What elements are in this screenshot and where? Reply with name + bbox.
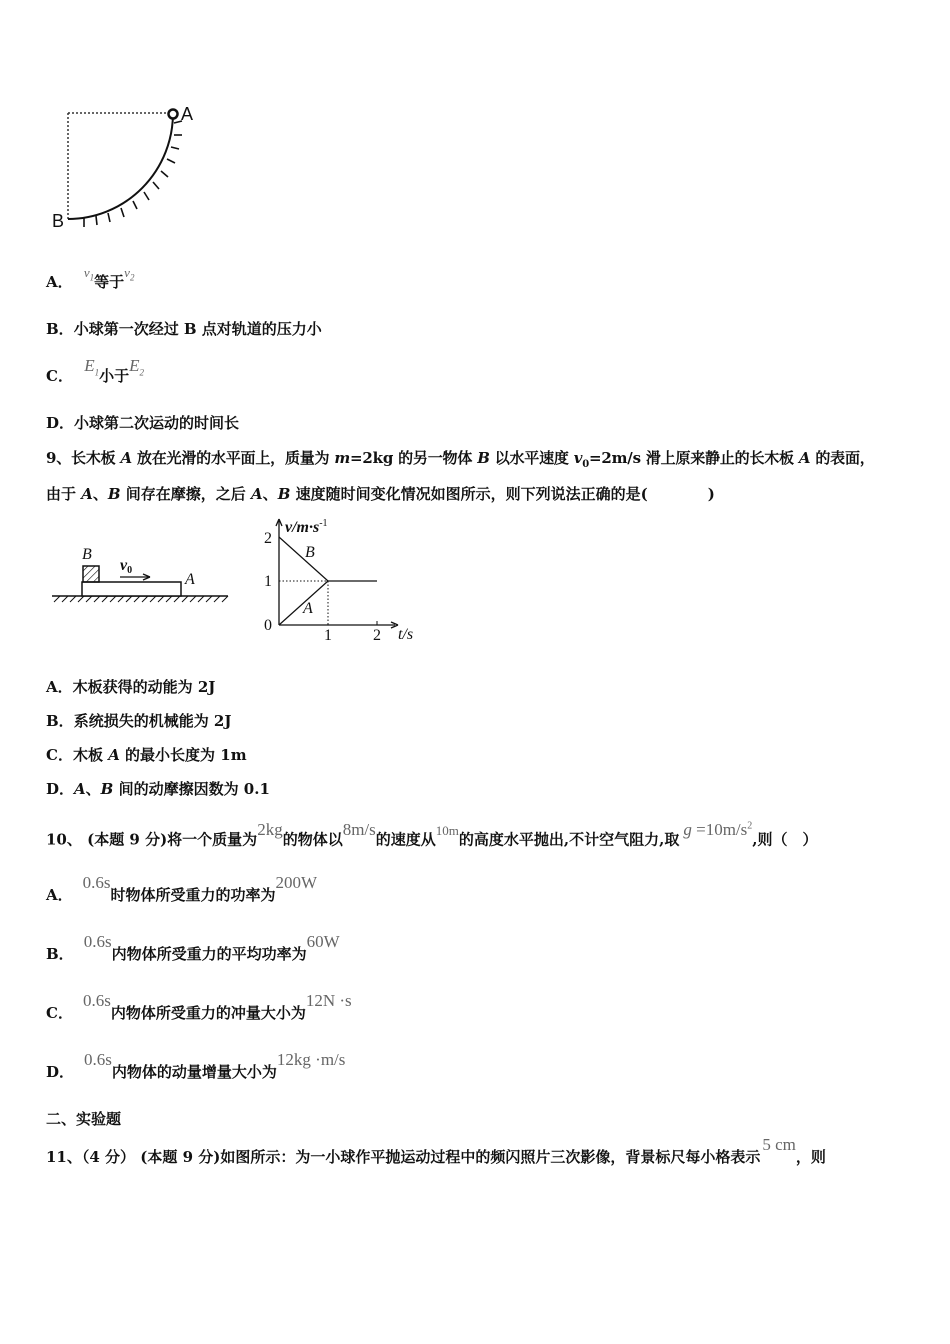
q9-option-d bbox=[46, 779, 270, 799]
var-v-sub: 0 bbox=[582, 459, 590, 470]
diagram-label-a: A bbox=[185, 571, 195, 588]
option-letter: C． bbox=[46, 1004, 73, 1022]
velocity-time-graph bbox=[255, 515, 430, 645]
q8-option-c bbox=[46, 356, 144, 392]
q10-option-b bbox=[46, 932, 340, 964]
board-a bbox=[82, 582, 181, 596]
y-tick-0: 0 bbox=[264, 617, 272, 634]
q9-text: 的表面， bbox=[810, 449, 875, 467]
x-axis-label: t/s bbox=[398, 626, 414, 643]
q9-text: 放在光滑的水平面上，质量为 bbox=[131, 449, 335, 467]
q9-text: 以水平速度 bbox=[489, 449, 574, 467]
option-text: 的最小长度为 1m bbox=[119, 746, 247, 764]
q9-text: 、 bbox=[262, 485, 278, 503]
option-letter: A． bbox=[46, 678, 73, 696]
option-text: 、 bbox=[85, 780, 101, 798]
var-b: B bbox=[100, 780, 114, 798]
q9-text: =2m/s 滑上原来静止的长木板 bbox=[589, 449, 799, 467]
line-b bbox=[279, 537, 328, 581]
q10-text: 10、 (本题 9 分)将一个质量为 bbox=[46, 830, 258, 849]
q9-text: ) bbox=[707, 485, 715, 503]
q10-text: ,则（ ） bbox=[752, 830, 818, 849]
track-hatching bbox=[84, 121, 182, 227]
q9-option-b bbox=[46, 711, 231, 731]
track-figure bbox=[40, 95, 215, 240]
option-letter: D． bbox=[46, 1063, 75, 1081]
q10-option-d bbox=[46, 1050, 346, 1082]
var-b: B bbox=[277, 485, 291, 503]
q9-option-a bbox=[46, 677, 215, 697]
q10-stem bbox=[46, 819, 818, 851]
x-tick-2: 2 bbox=[373, 627, 381, 644]
time-value: 0.6s bbox=[83, 932, 112, 951]
var-b: B bbox=[107, 485, 121, 503]
y-tick-1: 1 bbox=[264, 573, 272, 590]
q8-option-a bbox=[46, 265, 135, 298]
v1-sub: 1 bbox=[89, 272, 95, 283]
g-symbol: g bbox=[683, 819, 692, 839]
var-a: A bbox=[74, 780, 86, 798]
block-b bbox=[83, 566, 99, 582]
var-b: B bbox=[477, 449, 490, 467]
option-letter: C． bbox=[46, 367, 73, 385]
option-text: 系统损失的机械能为 2J bbox=[73, 712, 232, 730]
option-letter: D． bbox=[46, 780, 75, 798]
v1-symbol: v bbox=[83, 265, 90, 280]
q10-text: 的物体以 bbox=[282, 830, 343, 849]
label-a: A bbox=[181, 104, 194, 124]
e1-symbol: E bbox=[84, 356, 95, 375]
var-a: A bbox=[251, 485, 263, 503]
graph-label-a: A bbox=[303, 600, 313, 617]
var-a: A bbox=[120, 449, 132, 467]
var-a: A bbox=[798, 449, 811, 467]
q10-text: 的高度水平抛出,不计空气阻力,取 bbox=[458, 830, 680, 849]
e2-symbol: E bbox=[129, 356, 140, 375]
option-text: 内物体所受重力的平均功率为 bbox=[111, 945, 307, 963]
option-text: 木板获得的动能为 2J bbox=[72, 678, 216, 696]
option-text: 小球第二次运动的时间长 bbox=[74, 414, 240, 432]
section-title: 二、实验题 bbox=[46, 1110, 122, 1128]
y-tick-2: 2 bbox=[264, 530, 272, 547]
q9-text: =2kg 的另一物体 bbox=[350, 449, 478, 467]
time-value: 0.6s bbox=[84, 1050, 112, 1069]
option-letter: A． bbox=[46, 886, 73, 904]
option-text: 等于 bbox=[94, 273, 125, 291]
g-value: =10m/s bbox=[696, 819, 748, 839]
q8-option-d bbox=[46, 413, 239, 433]
quarter-circle-track bbox=[68, 113, 173, 219]
var-v: v bbox=[573, 449, 583, 467]
q9-text: 、 bbox=[92, 485, 108, 503]
option-text: 木板 bbox=[72, 746, 109, 764]
q8-option-b bbox=[46, 319, 322, 339]
e1-sub: 1 bbox=[94, 367, 100, 378]
q9-line2 bbox=[46, 484, 715, 504]
option-letter: B． bbox=[46, 712, 74, 730]
q11-stem bbox=[46, 1135, 826, 1167]
q11-text: 11、（4 分） (本题 9 分)如图所示：为一小球作平抛运动过程中的频闪照片三次影像，背景标尺每小格表示 bbox=[46, 1148, 761, 1166]
answer-value: 12N ·s bbox=[305, 991, 352, 1010]
time-value: 0.6s bbox=[82, 991, 111, 1010]
option-text: 内物体所受重力的冲量大小为 bbox=[110, 1004, 306, 1022]
answer-value: 12kg ·m/s bbox=[276, 1050, 346, 1069]
scale-unit: 5 cm bbox=[762, 1135, 796, 1154]
v2-symbol: v bbox=[124, 265, 130, 280]
option-letter: C． bbox=[46, 746, 73, 764]
q9-text: 速度随时间变化情况如图所示，则下列说法正确的是( bbox=[290, 485, 648, 503]
q10-text: 的速度从 bbox=[375, 830, 436, 849]
g-sup: 2 bbox=[747, 820, 753, 831]
option-text: 小球第一次经过 B 点对轨道的压力小 bbox=[73, 320, 322, 338]
y-axis-label: $v/m\cdot s^{-1}$ bbox=[285, 518, 328, 536]
board-block-diagram bbox=[50, 540, 235, 605]
option-text: 内物体的动量增量大小为 bbox=[111, 1063, 277, 1081]
q10-option-c bbox=[46, 991, 352, 1023]
var-a: A bbox=[81, 485, 93, 503]
mass-value: 2kg bbox=[257, 819, 283, 839]
option-letter: B． bbox=[46, 320, 74, 338]
option-letter: B． bbox=[46, 945, 74, 963]
v2-sub: 2 bbox=[129, 272, 135, 283]
diagram-label-b: B bbox=[82, 546, 92, 563]
time-value: 0.6s bbox=[82, 873, 111, 892]
answer-value: 60W bbox=[306, 932, 340, 951]
q10-option-a bbox=[46, 873, 318, 905]
diagram-label-v0: v0 bbox=[120, 557, 133, 576]
option-letter: D． bbox=[46, 414, 75, 432]
height-value: 10m bbox=[435, 822, 459, 838]
q9-text: 由于 bbox=[46, 485, 82, 503]
q9-text: 9、长木板 bbox=[46, 449, 121, 467]
q11-text: ，则 bbox=[795, 1148, 826, 1166]
graph-label-b: B bbox=[305, 544, 315, 561]
q9-text: 间存在摩擦，之后 bbox=[120, 485, 252, 503]
option-text: 小于 bbox=[99, 367, 130, 385]
ground-hatching bbox=[54, 596, 228, 602]
var-m: m bbox=[334, 449, 351, 467]
q9-option-c bbox=[46, 745, 247, 765]
var-a: A bbox=[108, 746, 120, 764]
speed-value: 8m/s bbox=[342, 819, 376, 839]
x-tick-1: 1 bbox=[324, 627, 332, 644]
option-text: 时物体所受重力的功率为 bbox=[110, 886, 276, 904]
option-text: 间的动摩擦因数为 0.1 bbox=[113, 780, 270, 798]
ball bbox=[169, 110, 178, 119]
option-letter: A． bbox=[46, 273, 73, 291]
answer-value: 200W bbox=[275, 873, 318, 892]
label-b: B bbox=[52, 211, 65, 231]
q9-line1 bbox=[46, 448, 875, 475]
e2-sub: 2 bbox=[139, 367, 144, 378]
